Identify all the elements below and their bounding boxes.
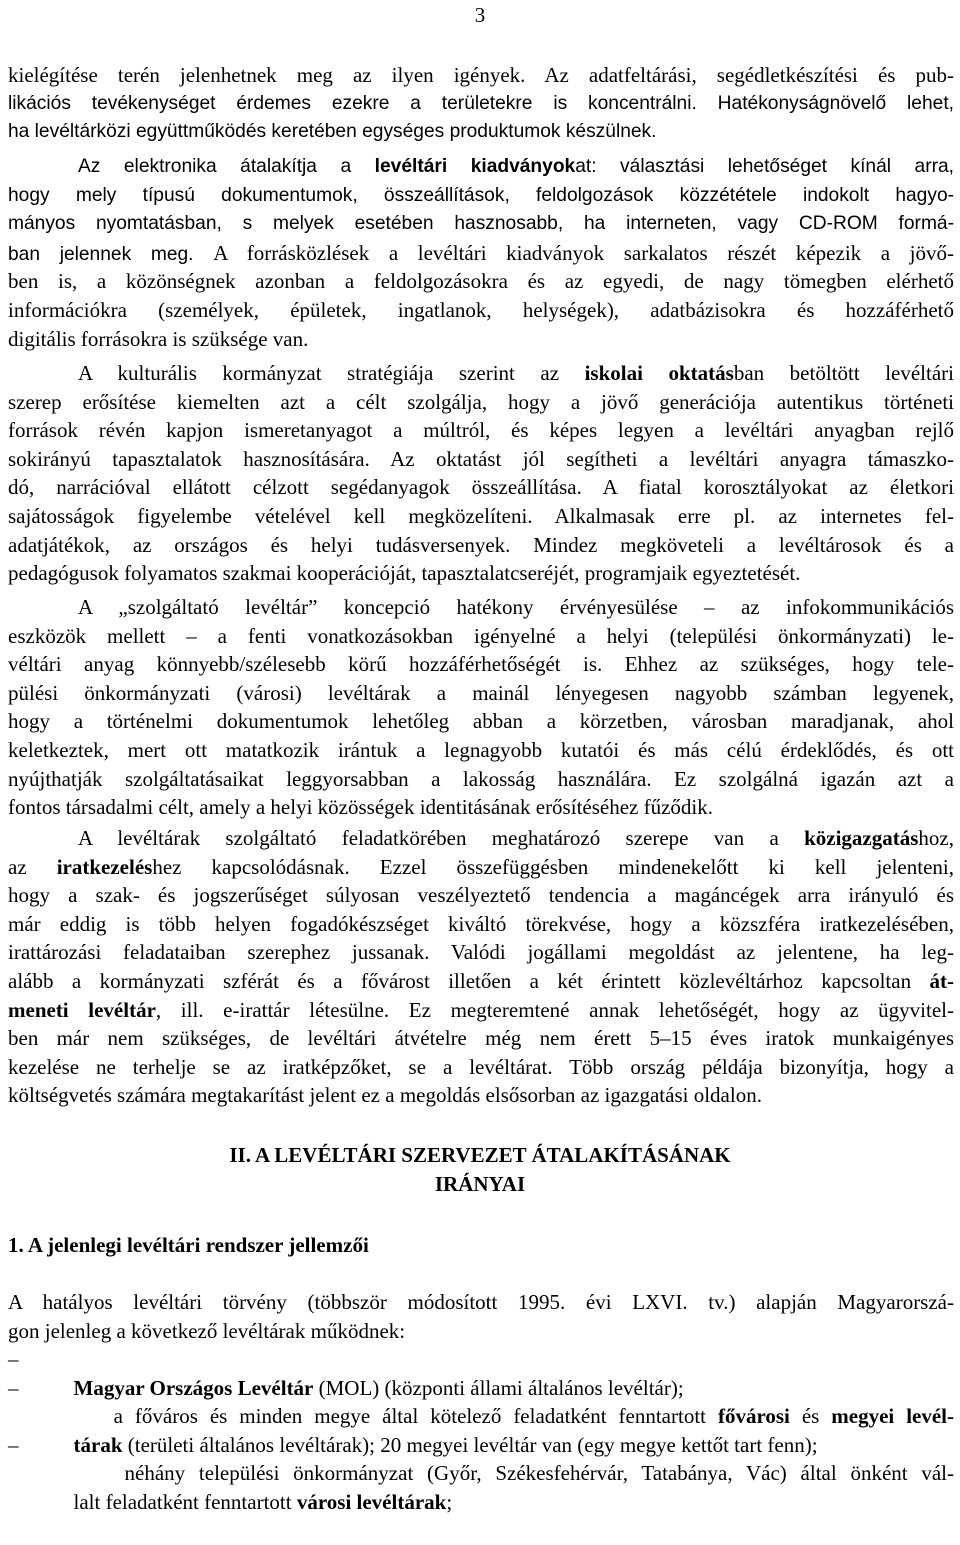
text-line: ha levéltárközi együttműködés keretében egységes produktumok készülnek. bbox=[8, 121, 657, 143]
text-line: szerep erősítése kiemelten azt a célt szolgálja, hogy a jövő generációja autentikus történeti bbox=[8, 389, 954, 414]
text-span: (MOL) (központi állami általános levéltár); bbox=[313, 1375, 684, 1400]
text-line bbox=[8, 967, 954, 996]
text-span: hoz, bbox=[918, 826, 954, 850]
bold-term: megyei levél- bbox=[831, 1404, 955, 1429]
text-line: pülési önkormányzati (városi) levéltárak a mainál lényegesen nagyobb számban legyenek, bbox=[8, 680, 954, 705]
bold-term: iskolai oktatás bbox=[584, 361, 734, 385]
paragraph-school-education bbox=[8, 359, 954, 588]
text-line: hogy a történelmi dokumentumok lehetőleg abban a körzetben, városban maradjanak, ahol bbox=[8, 709, 954, 734]
text-line: kielégítése terén jelenhetnek meg az ilyen igények. Az adatfeltárási, segédletkészítési és pub- bbox=[8, 63, 954, 87]
chapter-heading-line: II. A LEVÉLTÁRI SZERVEZET ÁTALAKÍTÁSÁNAK bbox=[229, 1143, 731, 1167]
text-line: források révén kapjon ismeretanyagot a múltról, és képes legyen a levéltári anyagban rejlő bbox=[8, 418, 954, 443]
text-span: A forrásközlések a levéltári kiadványok sarkalatos részét képezik a jövő- bbox=[213, 240, 954, 265]
text-line bbox=[8, 853, 954, 882]
text-line: ben már nem szükséges, de levéltári átvételre még nem érett 5–15 éves iratok munkaigényes bbox=[8, 1026, 954, 1051]
paragraph-electronic-publications bbox=[8, 153, 954, 353]
text-line bbox=[8, 824, 954, 853]
bold-term: át- bbox=[929, 968, 954, 993]
bold-term: meneti levéltár bbox=[8, 997, 156, 1022]
text-line bbox=[8, 239, 954, 268]
text-span: , ill. e-irattár létesülne. Ez megteremtené annak lehetőségét, hogy az ügyvitel- bbox=[155, 997, 954, 1022]
list-dash: – bbox=[8, 1375, 19, 1400]
text-line: likációs tevékenységet érdemes ezekre a területekre is koncentrálni. Hatékonyságnövelő lehet, bbox=[8, 92, 954, 114]
list-item-continuation bbox=[8, 1459, 954, 1514]
text-span: (területi általános levéltárak); 20 megyei levéltár van (egy megye kettőt tart fenn); bbox=[122, 1432, 818, 1457]
text-span: lalt feladatként fenntartott bbox=[73, 1489, 297, 1514]
bold-term: tárak bbox=[73, 1432, 123, 1457]
bold-term: levéltári kiadványok bbox=[374, 156, 576, 177]
list-item bbox=[8, 1345, 954, 1400]
bold-term: Magyar Országos Levéltár bbox=[73, 1375, 314, 1400]
list-dash: – bbox=[8, 1347, 19, 1371]
text-span: ban jelennek meg. bbox=[8, 243, 214, 265]
text-line: dó, narrációval ellátott célzott segédanyagok összeállítása. A fiatal korosztályokat az életkori bbox=[8, 475, 954, 500]
text-line: ben is, a közönségnek azonban a feldolgozásokra és az egyedi, de nagy tömegben elérhető bbox=[8, 269, 954, 294]
list-item bbox=[8, 1431, 955, 1486]
text-span: ; bbox=[446, 1489, 453, 1514]
text-line: eszközök mellett – a fenti vonatkozásokban igényelné a helyi (települési önkormányzati) le- bbox=[8, 623, 954, 648]
text-line: információkra (személyek, épületek, ingatlanok, helységek), adatbázisokra és hozzáférhető bbox=[8, 297, 954, 322]
text-span: és bbox=[789, 1404, 832, 1429]
text-span: alább a kormányzati szférát és a fővárost illetően a két érintett közlevéltárhoz kapcsoltan bbox=[8, 968, 930, 993]
text-line: már eddig is több helyen fogadókészséget kiváltó törekvése, hogy a közszféra iratkezelésében, bbox=[8, 911, 954, 936]
text-line: sokirányú tapasztalatok hasznosítására. Az oktatást jól segítheti a levéltári anyagra támaszko- bbox=[8, 446, 954, 471]
text-line: gon jelenleg a következő levéltárak működnek: bbox=[8, 1318, 406, 1343]
paragraph-intro-continuation bbox=[8, 61, 954, 147]
text-span: a főváros és minden megye által kötelező feladatként fenntartott bbox=[113, 1404, 718, 1429]
bold-term: iratkezelés bbox=[56, 854, 153, 879]
bold-term: fővárosi bbox=[717, 1404, 790, 1429]
paragraph-public-administration bbox=[8, 824, 954, 1110]
text-span: néhány települési önkormányzat (Győr, Székesfehérvár, Tatabánya, Vác) által önként vál- bbox=[124, 1461, 955, 1486]
chapter-heading-line: IRÁNYAI bbox=[434, 1171, 526, 1196]
text-line: adatjátékok, az országos és helyi tudásversenyek. Mindez megköveteli a levéltárosok és a bbox=[8, 532, 954, 557]
text-line: pedagógusok folyamatos szakmai kooperációját, tapasztalatcseréjét, programjaik egyeztetését. bbox=[8, 561, 801, 586]
text-line: mányos nyomtatásban, s melyek esetében hasznosabb, ha interneten, vagy CD-ROM formá- bbox=[8, 213, 954, 235]
text-line: véltári anyag könnyebb/szélesebb körű hozzáférhetőségét is. Ehhez az szükséges, hogy tele- bbox=[8, 652, 954, 677]
text-line: sajátosságok figyelembe vételével kell megközelíteni. Alkalmasak erre pl. az internetes fel- bbox=[8, 503, 954, 528]
text-line: hogy a szak- és jogszerűséget súlyosan veszélyeztető tendencia a magáncégek arra irányuló és bbox=[8, 883, 954, 908]
list-item-continuation bbox=[8, 1402, 954, 1457]
text-line: irattározási feladataiban szerephez jussanak. Valódi jogállami megoldást az jelentene, ha leg- bbox=[8, 940, 954, 965]
list-item bbox=[8, 1374, 955, 1429]
archive-list bbox=[8, 1345, 955, 1514]
text-line: hogy mely típusú dokumentumok, összeállítások, feldolgozások közzététele indokolt hagyo- bbox=[8, 184, 954, 206]
bold-term: közigazgatás bbox=[804, 826, 919, 850]
text-line bbox=[8, 153, 954, 182]
text-span: hez kapcsolódásnak. Ezzel összefüggésben mindenekelőtt ki kell jelenteni, bbox=[152, 854, 954, 879]
text-span: at: választási lehetőséget kínál arra, bbox=[575, 156, 954, 177]
text-line: kezelése ne terhelje se az iratképzőket, se a levéltárat. Több ország példája bizonyítja, hogy a bbox=[8, 1054, 954, 1079]
section-heading: 1. A jelenlegi levéltári rendszer jellemzői bbox=[8, 1233, 369, 1257]
text-line: nyújthatják szolgáltatásaikat leggyorsabban a lakosság használára. Ez szolgálná igazán azt a bbox=[8, 766, 954, 791]
text-line: költségvetés számára megtakarítást jelent ez a megoldás elsősorban az igazgatási oldalon. bbox=[8, 1083, 762, 1108]
text-span: ban betöltött levéltári bbox=[733, 361, 954, 385]
text-line: A hatályos levéltári törvény (többször módosított 1995. évi LXVI. tv.) alapján Magyarorszá- bbox=[8, 1290, 954, 1314]
paragraph-service-archive bbox=[8, 593, 954, 822]
text-line bbox=[8, 996, 954, 1025]
text-line: digitális forrásokra is szüksége van. bbox=[8, 326, 309, 351]
text-span: A kulturális kormányzat stratégiája szerint az bbox=[78, 361, 585, 385]
page-number: 3 bbox=[474, 3, 486, 27]
text-line: keletkeztek, mert ott matatkozik irántuk a legnagyobb kutatói és más célú érdeklődés, és ott bbox=[8, 737, 954, 762]
paragraph-archive-law bbox=[8, 1288, 954, 1345]
bold-term: városi levéltárak bbox=[296, 1489, 447, 1514]
text-span: Az elektronika átalakítja a bbox=[78, 156, 375, 177]
chapter-heading bbox=[160, 1141, 800, 1198]
text-line: fontos társadalmi célt, amely a helyi közösségek identitásának erősítéséhez fűződik. bbox=[8, 795, 714, 820]
text-line: A „szolgáltató levéltár” koncepció hatékony érvényesülése – az infokommunikációs bbox=[78, 595, 954, 619]
text-span: az bbox=[8, 854, 57, 879]
text-span: A levéltárak szolgáltató feladatkörében meghatározó szerepe van a bbox=[78, 826, 805, 850]
list-dash: – bbox=[8, 1432, 19, 1457]
text-line bbox=[8, 359, 954, 388]
